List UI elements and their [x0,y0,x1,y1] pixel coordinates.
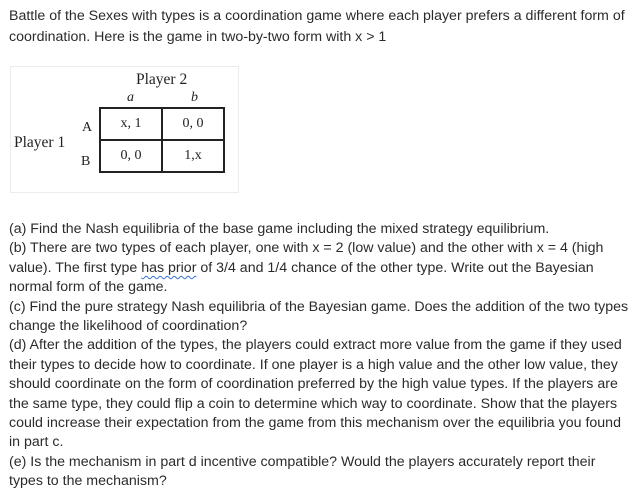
question-e: (e) Is the mechanism in part d incentive compatible? Would the players accurately report their types to the mechanism? [9,453,596,490]
payoff-matrix-figure [10,66,239,193]
payoff-cell-Ba: 0, 0 [100,140,162,172]
payoff-cell-Aa: x, 1 [100,108,162,140]
question-a: (a) Find the Nash equilibria of the base game including the mixed strategy equilibrium. [9,221,550,237]
row-label-B: B [81,154,91,169]
question-b-text-start: (b) There are two types of each player, one with x = 2 (low value) and the other with x = 4 (high value). The first type [9,240,604,276]
payoff-matrix [99,107,225,173]
payoff-cell-Ab: 0, 0 [162,108,224,140]
grammar-flagged-phrase[interactable]: has prior [141,259,197,276]
question-c: (c) Find the pure strategy Nash equilibria of the Bayesian game. Does the addition of the two types change the likelihood of coordination? [9,298,629,335]
player-1-label: Player 1 [14,134,66,151]
matrix-row-A [100,108,224,140]
row-label-A: A [82,120,93,135]
column-label-a: a [127,90,134,105]
questions-block [9,220,633,492]
payoff-cell-Bb: 1,x [162,140,224,172]
question-b-text-end: of 3/4 and 1/4 chance of the other type. Write out the Bayesian normal form of the game. [9,259,594,296]
column-label-b: b [191,90,198,105]
intro-text: Battle of the Sexes with types is a coordination game where each player prefers a different form of coordination. Here is the game in two-by-two form with x > 1 [9,8,625,45]
question-d: (d) After the addition of the types, the players could extract more value from the game if they used their types to decide how to coordinate. If one player is a high value and the other low value, they should coordinate on the form of coordination preferred by the high value types. If the players are the same type, they could flip a coin to determine which way to coordinate. Show that the players could increase their expectation from the game from this mechanism over the equilibria you found in part c. [9,337,622,451]
question-b [9,239,633,297]
player-2-label: Player 2 [136,71,188,88]
matrix-row-B [100,140,224,172]
